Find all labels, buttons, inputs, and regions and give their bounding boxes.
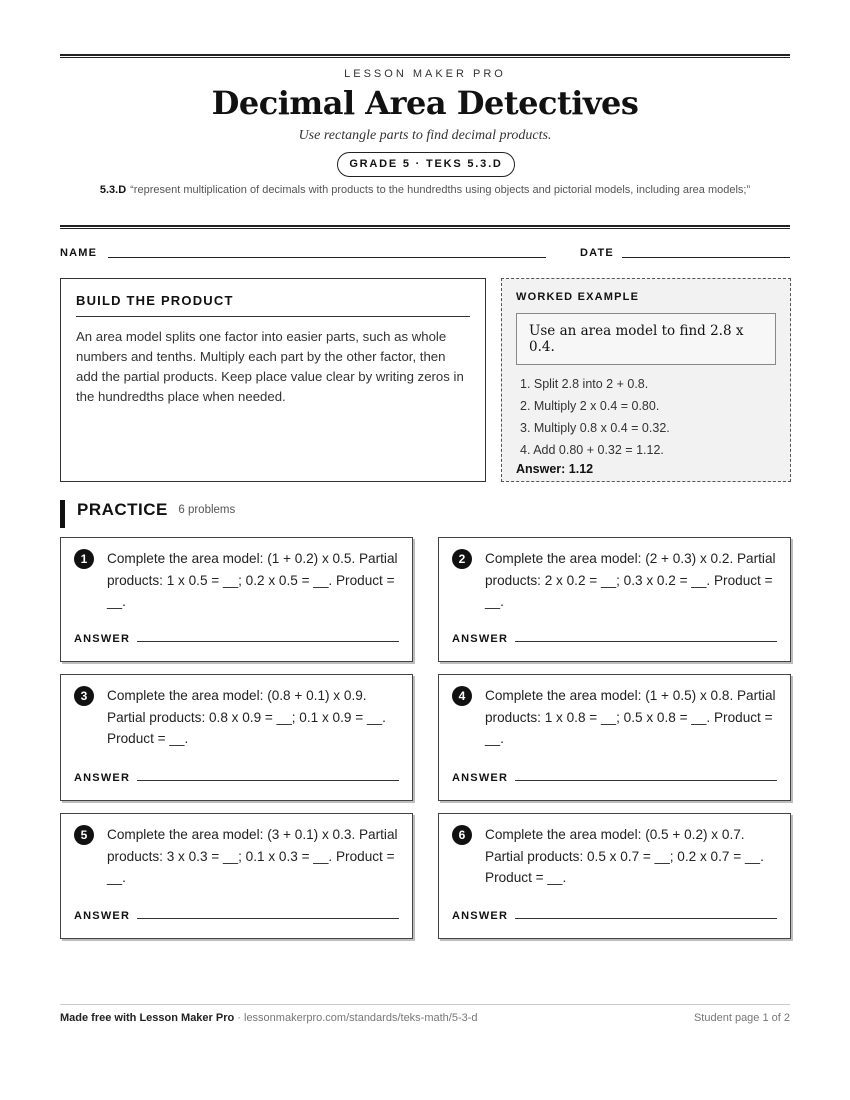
worked-example-steps <box>516 373 776 461</box>
footer-credit <box>60 1012 478 1024</box>
answer-row <box>452 772 777 784</box>
problem-prompt: Complete the area model: (3 + 0.1) x 0.3. Partial products: 3 x 0.3 = __; 0.1 x 0.3 = __. Product = __. <box>107 827 398 885</box>
answer-row <box>74 772 399 784</box>
problem-card-2 <box>438 537 791 662</box>
practice-heading <box>60 500 235 528</box>
build-panel-body: An area model splits one factor into easier parts, such as whole numbers and tenths. Multiply each part by the other factor, then add the partial products. Keep place value clear by writing zeros in the hundredths place when needed. <box>76 329 464 404</box>
top-double-rule <box>60 54 790 58</box>
footer-made-with: Made free with Lesson Maker Pro <box>60 1012 235 1024</box>
problem-card-5 <box>60 813 413 939</box>
problem-prompt: Complete the area model: (2 + 0.3) x 0.2. Partial products: 2 x 0.2 = __; 0.3 x 0.2 = __. Product = __. <box>485 551 776 609</box>
worked-example-title: WORKED EXAMPLE <box>516 291 640 303</box>
problem-prompt: Complete the area model: (1 + 0.5) x 0.8. Partial products: 1 x 0.8 = __; 0.5 x 0.8 = __. Product = __. <box>485 688 776 746</box>
page-title: Decimal Area Detectives <box>211 84 639 122</box>
worked-example-panel <box>501 278 791 482</box>
problem-number-badge: 4 <box>452 686 472 706</box>
standard-description <box>80 182 770 198</box>
name-label: NAME <box>60 247 98 259</box>
problem-number-badge: 1 <box>74 549 94 569</box>
answer-field[interactable] <box>515 641 777 642</box>
practice-count: 6 problems <box>178 504 236 516</box>
answer-row <box>74 910 399 922</box>
brand-name: LESSON MAKER PRO <box>344 68 506 80</box>
standard-code: 5.3.D <box>99 184 127 196</box>
answer-label: ANSWER <box>74 910 131 922</box>
footer-url[interactable]: · lessonmakerpro.com/standards/teks-math/5-3-d <box>234 1012 478 1024</box>
answer-field[interactable] <box>137 641 399 642</box>
worked-example-prompt: Use an area model to find 2.8 x 0.4. <box>516 313 776 365</box>
problem-number-badge: 5 <box>74 825 94 845</box>
problem-card-6 <box>438 813 791 939</box>
worked-example-step: 2. Multiply 2 x 0.4 = 0.80. <box>520 399 660 413</box>
problem-number-badge: 2 <box>452 549 472 569</box>
footer-divider <box>60 1004 790 1005</box>
answer-field[interactable] <box>137 780 399 781</box>
footer-page-number: Student page 1 of 2 <box>693 1012 790 1024</box>
name-field[interactable] <box>108 257 546 258</box>
problem-prompt: Complete the area model: (0.8 + 0.1) x 0.9. Partial products: 0.8 x 0.9 = __; 0.1 x 0.9 = __. Product = __. <box>107 688 386 746</box>
answer-row <box>452 633 777 645</box>
header-bottom-double-rule <box>60 225 790 229</box>
problem-card-3 <box>60 674 413 801</box>
problem-number-badge: 3 <box>74 686 94 706</box>
date-label: DATE <box>580 247 614 259</box>
worked-example-step: 3. Multiply 0.8 x 0.4 = 0.32. <box>520 421 670 435</box>
problem-number-badge: 6 <box>452 825 472 845</box>
build-panel-title: BUILD THE PRODUCT <box>76 293 470 317</box>
answer-label: ANSWER <box>452 633 509 645</box>
answer-field[interactable] <box>137 918 399 919</box>
worked-example-step: 1. Split 2.8 into 2 + 0.8. <box>520 377 649 391</box>
grade-badge: GRADE 5 · TEKS 5.3.D <box>337 152 515 177</box>
answer-label: ANSWER <box>452 910 509 922</box>
answer-label: ANSWER <box>74 633 131 645</box>
answer-field[interactable] <box>515 918 777 919</box>
problem-card-1 <box>60 537 413 662</box>
problem-prompt: Complete the area model: (1 + 0.2) x 0.5. Partial products: 1 x 0.5 = __; 0.2 x 0.5 = __. Product = __. <box>107 551 398 609</box>
answer-row <box>74 633 399 645</box>
practice-title: PRACTICE <box>77 500 168 519</box>
answer-row <box>452 910 777 922</box>
standard-text: “represent multiplication of decimals with products to the hundredths using objects and pictorial models, including area models;” <box>130 184 751 196</box>
date-field[interactable] <box>622 257 790 258</box>
page-subtitle: Use rectangle parts to find decimal products. <box>298 128 552 143</box>
answer-field[interactable] <box>515 780 777 781</box>
worked-example-step: 4. Add 0.80 + 0.32 = 1.12. <box>520 443 664 457</box>
answer-label: ANSWER <box>74 772 131 784</box>
worked-example-answer: Answer: 1.12 <box>516 462 594 476</box>
problem-prompt: Complete the area model: (0.5 + 0.2) x 0.7. Partial products: 0.5 x 0.7 = __; 0.2 x 0.7 = __. Product = __. <box>485 827 764 885</box>
problem-card-4 <box>438 674 791 801</box>
answer-label: ANSWER <box>452 772 509 784</box>
build-the-product-panel <box>60 278 486 482</box>
